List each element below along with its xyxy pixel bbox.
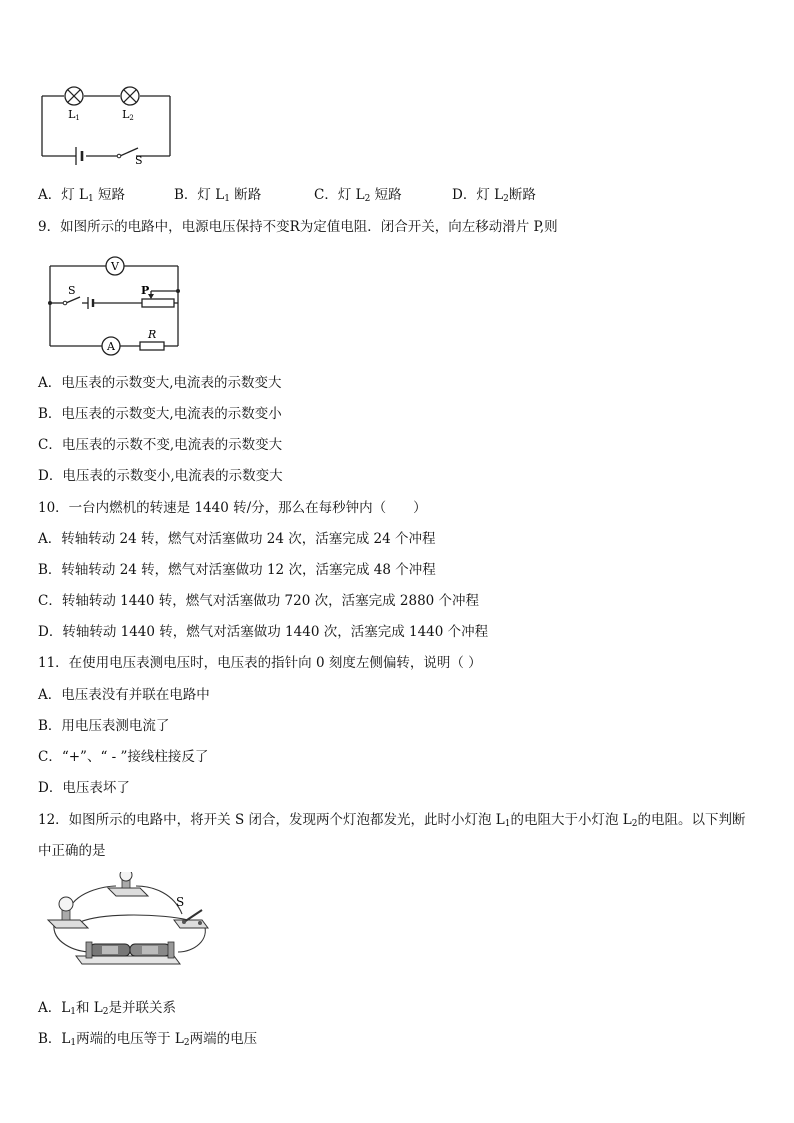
q8-option-b[interactable]: B．灯 $L_1$ 断路	[174, 187, 262, 204]
label-l1: L1	[68, 108, 80, 122]
q12-stem-line2: 中正确的是	[38, 843, 106, 859]
q11-option-b[interactable]: B．用电压表测电流了	[38, 718, 170, 734]
label-s: S	[68, 284, 76, 297]
q11-stem: 11．在使用电压表测电压时，电压表的指针向 0 刻度左侧偏转，说明（ ）	[38, 655, 482, 671]
switch-icon	[174, 910, 208, 928]
label-p: P	[141, 284, 150, 297]
q9-option-c[interactable]: C．电压表的示数不变,电流表的示数变大	[38, 437, 283, 453]
q10-option-a[interactable]: A．转轴转动 24 转，燃气对活塞做功 24 次，活塞完成 24 个冲程	[38, 531, 436, 547]
q11-option-c[interactable]: C．“+”、“ - ”接线柱接反了	[38, 749, 209, 765]
q9-option-b[interactable]: B．电压表的示数变大,电流表的示数变小	[38, 406, 282, 422]
q12-stem-line1: 12．如图所示的电路中，将开关 S 闭合，发现两个灯泡都发光，此时小灯泡 $L_1$的电阻大于小灯泡 $L_2$的电阻。以下判断	[38, 812, 746, 829]
svg-text:V: V	[111, 260, 119, 273]
q10-option-b[interactable]: B．转轴转动 24 转，燃气对活塞做功 12 次，活塞完成 48 个冲程	[38, 562, 436, 578]
lamp-2-icon	[108, 872, 148, 896]
q10-stem: 10．一台内燃机的转速是 1440 转/分，那么在每秒钟内（ ）	[38, 500, 427, 516]
q9-option-a[interactable]: A．电压表的示数变大,电流表的示数变大	[38, 375, 282, 391]
q11-option-d[interactable]: D．电压表坏了	[38, 780, 130, 796]
label-s: S	[135, 154, 143, 167]
lamp-1-icon	[48, 897, 88, 928]
q12-option-a[interactable]: A．$L_1$和 $L_2$是并联关系	[38, 1000, 176, 1017]
label-l2: L2	[122, 108, 134, 122]
q8-option-d[interactable]: D．灯 $L_2$断路	[452, 187, 536, 204]
q10-option-d[interactable]: D．转轴转动 1440 转，燃气对活塞做功 1440 次，活塞完成 1440 个冲程	[38, 624, 489, 640]
q11-option-a[interactable]: A．电压表没有并联在电路中	[38, 687, 210, 703]
q9-stem: 9．如图所示的电路中，电源电压保持不变R为定值电阻．闭合开关，向左移动滑片 P,则	[38, 219, 558, 235]
label-r: R	[148, 328, 157, 341]
q9-circuit-diagram	[44, 254, 184, 358]
q9-option-d[interactable]: D．电压表的示数变小,电流表的示数变大	[38, 468, 283, 484]
svg-text:A: A	[107, 340, 115, 353]
label-s: S	[176, 895, 185, 909]
lamp-l1-icon	[65, 87, 83, 105]
q8-option-c[interactable]: C．灯 $L_2$ 短路	[314, 187, 402, 204]
q8-circuit-diagram	[38, 84, 174, 174]
q8-option-a[interactable]: A．灯 $L_1$ 短路	[38, 187, 126, 204]
battery-holder-icon	[76, 942, 180, 964]
q12-option-b[interactable]: B．$L_1$两端的电压等于 $L_2$两端的电压	[38, 1031, 258, 1048]
lamp-l2-icon	[121, 87, 139, 105]
ammeter-icon	[102, 337, 120, 355]
voltmeter-icon	[106, 257, 124, 275]
q10-option-c[interactable]: C．转轴转动 1440 转，燃气对活塞做功 720 次，活塞完成 2880 个冲程	[38, 593, 480, 609]
q12-physical-circuit-illustration	[44, 872, 216, 970]
